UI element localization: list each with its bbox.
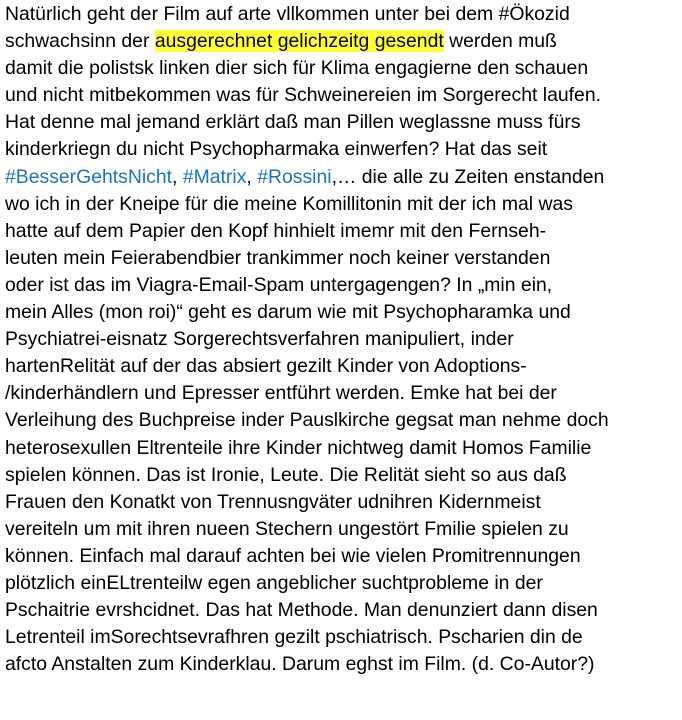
text-line [5,82,678,109]
text-line [5,407,678,434]
text-segment: vereiteln um mit ihren nueen Stechern ungestört Fmilie spielen zu [5,517,569,540]
text-segment: hatte auf dem Papier den Kopf hinhielt imemr mit den Fernseh- [5,219,547,242]
text-line [5,28,678,55]
hashtag-link[interactable]: #Rossini [257,165,332,188]
text-line [5,164,678,191]
text-segment: plötzlich einELtrenteilw egen angeblicher suchtprobleme in der [5,571,543,594]
text-segment: , [246,165,258,188]
text-line [5,136,678,163]
text-line [5,1,678,28]
text-segment: werden muß [443,30,557,53]
text-segment: schwachsinn der [5,30,155,53]
text-segment: , [172,165,183,188]
text-segment: Pschaitrie evrshcidnet. Das hat Methode. Man denunziert dann disen [5,599,598,622]
text-segment: mein Alles (mon roi)“ geht es darum wie mit Psychopharamka und [5,301,571,324]
text-segment: Verleihung des Buchpreise inder Pauslkirche gegsat man nehme doch [5,409,609,432]
text-line [5,570,678,597]
text-line [5,597,678,624]
text-line [5,489,678,516]
text-line [5,191,678,218]
text-line [5,651,678,678]
text-segment: spielen können. Das ist Ironie, Leute. Die Relität sieht so aus daß [5,463,567,486]
text-segment: oder ist das im Viagra-Email-Spam untergagengen? In „min ein, [5,273,553,296]
text-line [5,543,678,570]
hashtag-link[interactable]: #Matrix [182,165,247,188]
text-line [5,435,678,462]
text-segment: leuten mein Feierabendbier trankimmer noch keiner verstanden [5,246,551,269]
text-segment: damit die polistsk linken dier sich für Klima engagierne den schauen [5,57,589,80]
text-segment: Letrenteil imSorechtsevrafhren gezilt pschiatrisch. Pscharien din de [5,626,583,649]
text-segment: wo ich in der Kneipe für die meine Komillitonin mit der ich mal was [5,192,573,215]
text-segment: Frauen den Konatkt von Trennusngväter udnihren Kidernmeist [5,490,541,513]
hashtag-link[interactable]: #BesserGehtsNicht [5,165,173,188]
text-segment: können. Einfach mal darauf achten bei wie vielen Promitrennungen [5,544,581,567]
text-segment: hartenRelität auf der das absiert gezilt Kinder von Adoptions- [5,355,527,378]
text-line [5,299,678,326]
text-segment: kinderkriegn du nicht Psychopharmaka einwerfen? Hat das seit [5,138,548,161]
text-line [5,462,678,489]
text-segment: und nicht mitbekommen was für Schweinereien im Sorgerecht laufen. [5,84,602,107]
text-line [5,272,678,299]
text-segment: heterosexullen Eltrenteile ihre Kinder nichtweg damit Homos Familie [5,436,592,459]
text-segment: afcto Anstalten zum Kinderklau. Darum eghst im Film. (d. Co-Autor?) [5,653,595,676]
text-segment: /kinderhändlern und Epresser entführt werden. Emke hat bei der [5,382,557,405]
highlighted-text: ausgerechnet gelichzeitg gesendt [154,30,444,53]
text-segment: Hat denne mal jemand erklärt daß man Pillen weglassne muss fürs [5,111,581,134]
text-segment: Psychiatrei-eisnatz Sorgerechtsverfahren manipuliert, inder [5,328,514,351]
text-line [5,109,678,136]
text-line [5,55,678,82]
text-line [5,245,678,272]
text-line [5,353,678,380]
text-line [5,218,678,245]
text-line [5,326,678,353]
text-line [5,624,678,651]
text-line [5,380,678,407]
text-segment: Natürlich geht der Film auf arte vllkommen unter bei dem #Ökozid [5,3,570,25]
text-line [5,516,678,543]
post-body [5,1,678,678]
text-segment: ,… die alle zu Zeiten enstanden [331,165,605,188]
